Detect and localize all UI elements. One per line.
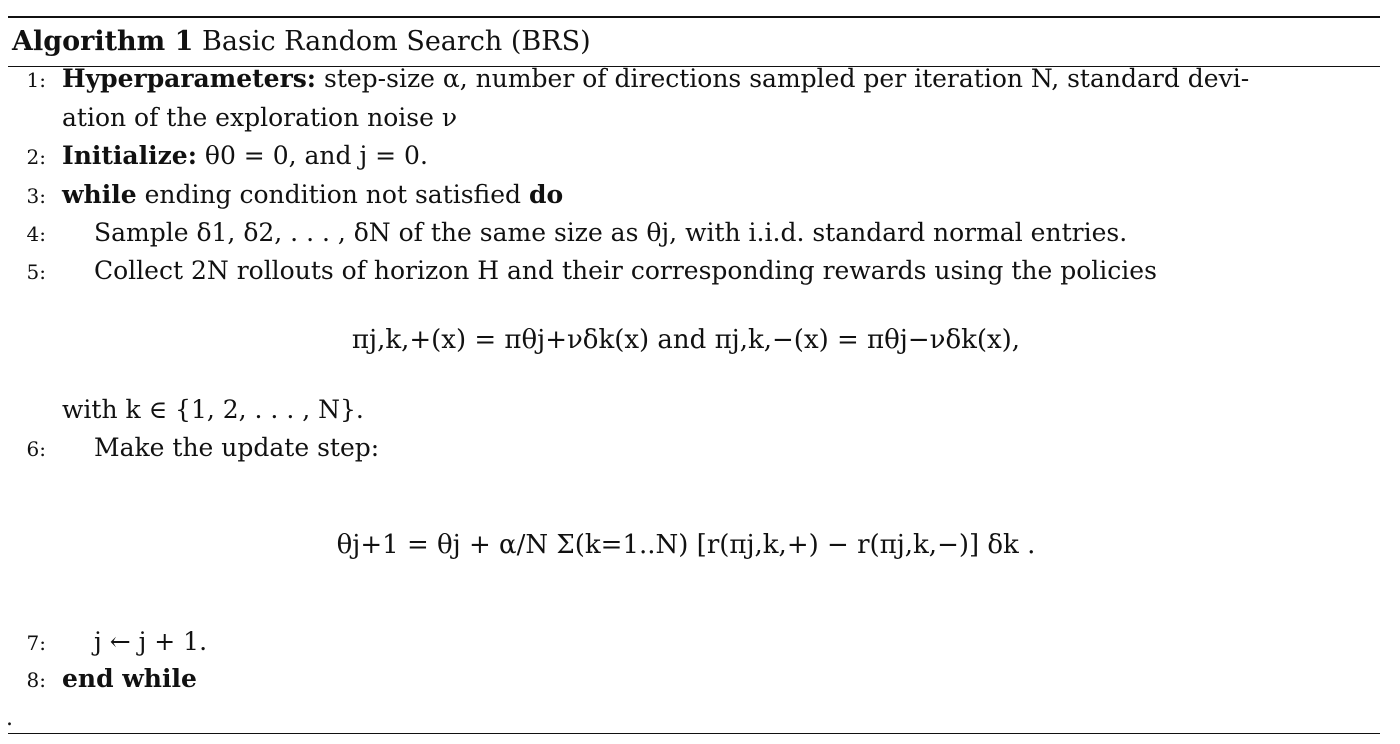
do-keyword: do (528, 180, 564, 209)
algorithm-caption (8, 18, 1380, 66)
algorithm-title: Basic Random Search (BRS) (202, 26, 591, 57)
end-while-keyword: end while (62, 664, 197, 693)
line-number: 4: (26, 222, 46, 246)
sample-text: Sample δ1, δ2, . . . , δN of the same size as θj, with i.i.d. standard normal entries. (94, 218, 1128, 247)
update-equation: θj+1 = θj + α/N Σ(k=1..N) [r(πj,k,+) − r(πj,k,−)] δk . (336, 530, 1036, 560)
line-number: 3: (26, 184, 46, 208)
bottom-rule (8, 733, 1380, 734)
initialize-text: θ0 = 0, and j = 0. (204, 141, 428, 170)
hyperparameters-keyword: Hyperparameters: (62, 64, 317, 93)
line-number: 6: (26, 437, 46, 461)
line-number: 7: (26, 631, 46, 655)
collect-continuation: with k ∈ {1, 2, . . . , N}. (62, 395, 364, 424)
initialize-keyword: Initialize: (62, 141, 197, 170)
while-condition: ending condition not satisfied (144, 180, 522, 209)
algorithm-box (8, 16, 1380, 67)
hyperparameters-text-cont: ation of the exploration noise ν (62, 103, 458, 132)
line-number: 2: (26, 145, 46, 169)
algorithm-label: Algorithm 1 (12, 26, 194, 57)
while-keyword: while (62, 180, 137, 209)
increment-text: j ← j + 1. (94, 627, 208, 656)
line-number: 1: (26, 68, 46, 92)
policy-equation: πj,k,+(x) = πθj+νδk(x) and πj,k,−(x) = πθj−νδk(x), (351, 325, 1021, 355)
line-number: 5: (26, 260, 46, 284)
line-number: 8: (26, 668, 46, 692)
update-text: Make the update step: (94, 433, 380, 462)
collect-text: Collect 2N rollouts of horizon H and their corresponding rewards using the policies (94, 256, 1157, 285)
trailing-mark: . (6, 706, 13, 731)
hyperparameters-text: step-size α, number of directions sampled per iteration N, standard devi- (324, 64, 1250, 93)
